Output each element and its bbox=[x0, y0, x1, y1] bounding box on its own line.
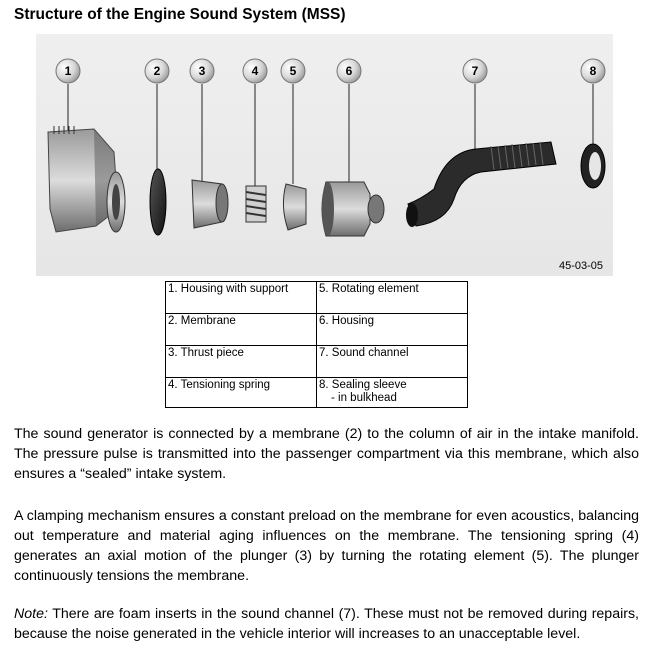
svg-text:1: 1 bbox=[64, 64, 72, 78]
exploded-view-figure bbox=[36, 34, 613, 276]
svg-text:3: 3 bbox=[198, 64, 206, 78]
figure-code: 45-03-05 bbox=[558, 260, 603, 272]
callout-2 bbox=[145, 59, 169, 83]
exploded-view-drawing bbox=[36, 34, 613, 276]
callout-7 bbox=[463, 59, 487, 83]
page-title: Structure of the Engine Sound System (MSS) bbox=[14, 6, 346, 23]
paragraph-clamping-mechanism: A clamping mechanism ensures a constant preload on the membrane for even acoustics, balancing out temperature and material aging influences on the membrane. The tensioning spring (4) generates an axial motion of the plunger (3) by turning the rotating element (5). The plunger continuously tensions the membrane. bbox=[14, 508, 639, 584]
legend-cell: 3. Thrust piece bbox=[166, 346, 317, 378]
membrane-part bbox=[150, 169, 166, 235]
note-text: There are foam inserts in the sound channel (7). These must not be removed during repairs, because the noise generated in the vehicle interior will increases to an unacceptable level. bbox=[14, 606, 639, 642]
callout-5 bbox=[281, 59, 305, 83]
housing-with-support-part bbox=[48, 126, 125, 232]
legend-cell-line: - in bulkhead bbox=[331, 392, 397, 404]
svg-text:7: 7 bbox=[471, 64, 479, 78]
legend-cell: 1. Housing with support bbox=[166, 282, 317, 314]
callout-1 bbox=[56, 59, 80, 83]
tensioning-spring-part bbox=[246, 186, 266, 222]
legend-cell bbox=[317, 378, 468, 408]
rotating-element-part bbox=[283, 184, 306, 230]
parts-legend-table bbox=[165, 281, 468, 408]
svg-text:5: 5 bbox=[289, 64, 297, 78]
callout-3 bbox=[190, 59, 214, 83]
table-row bbox=[166, 314, 468, 346]
legend-cell: 2. Membrane bbox=[166, 314, 317, 346]
callout-4 bbox=[243, 59, 267, 83]
callout-circles bbox=[56, 59, 605, 83]
table-row bbox=[166, 346, 468, 378]
note-label: Note: bbox=[14, 606, 48, 622]
legend-cell: 7. Sound channel bbox=[317, 346, 468, 378]
housing-part bbox=[322, 182, 384, 236]
svg-text:4: 4 bbox=[251, 64, 259, 78]
svg-text:6: 6 bbox=[345, 64, 353, 78]
paragraph-note bbox=[14, 604, 639, 644]
thrust-piece-part bbox=[192, 180, 228, 228]
table-row bbox=[166, 378, 468, 408]
legend-cell-line: 8. Sealing sleeve bbox=[319, 379, 407, 391]
legend-cell: 4. Tensioning spring bbox=[166, 378, 317, 408]
sealing-sleeve-part bbox=[581, 144, 605, 188]
callout-8 bbox=[581, 59, 605, 83]
paragraph-sound-generator: The sound generator is connected by a membrane (2) to the column of air in the intake manifold. The pressure pulse is transmitted into the passenger compartment via this membrane, which also ensures a “sealed” intake system. bbox=[14, 426, 639, 482]
sound-channel-part bbox=[406, 142, 556, 227]
legend-cell: 5. Rotating element bbox=[317, 282, 468, 314]
legend-cell: 6. Housing bbox=[317, 314, 468, 346]
svg-text:8: 8 bbox=[589, 64, 597, 78]
svg-text:2: 2 bbox=[153, 64, 161, 78]
callout-6 bbox=[337, 59, 361, 83]
table-row bbox=[166, 282, 468, 314]
